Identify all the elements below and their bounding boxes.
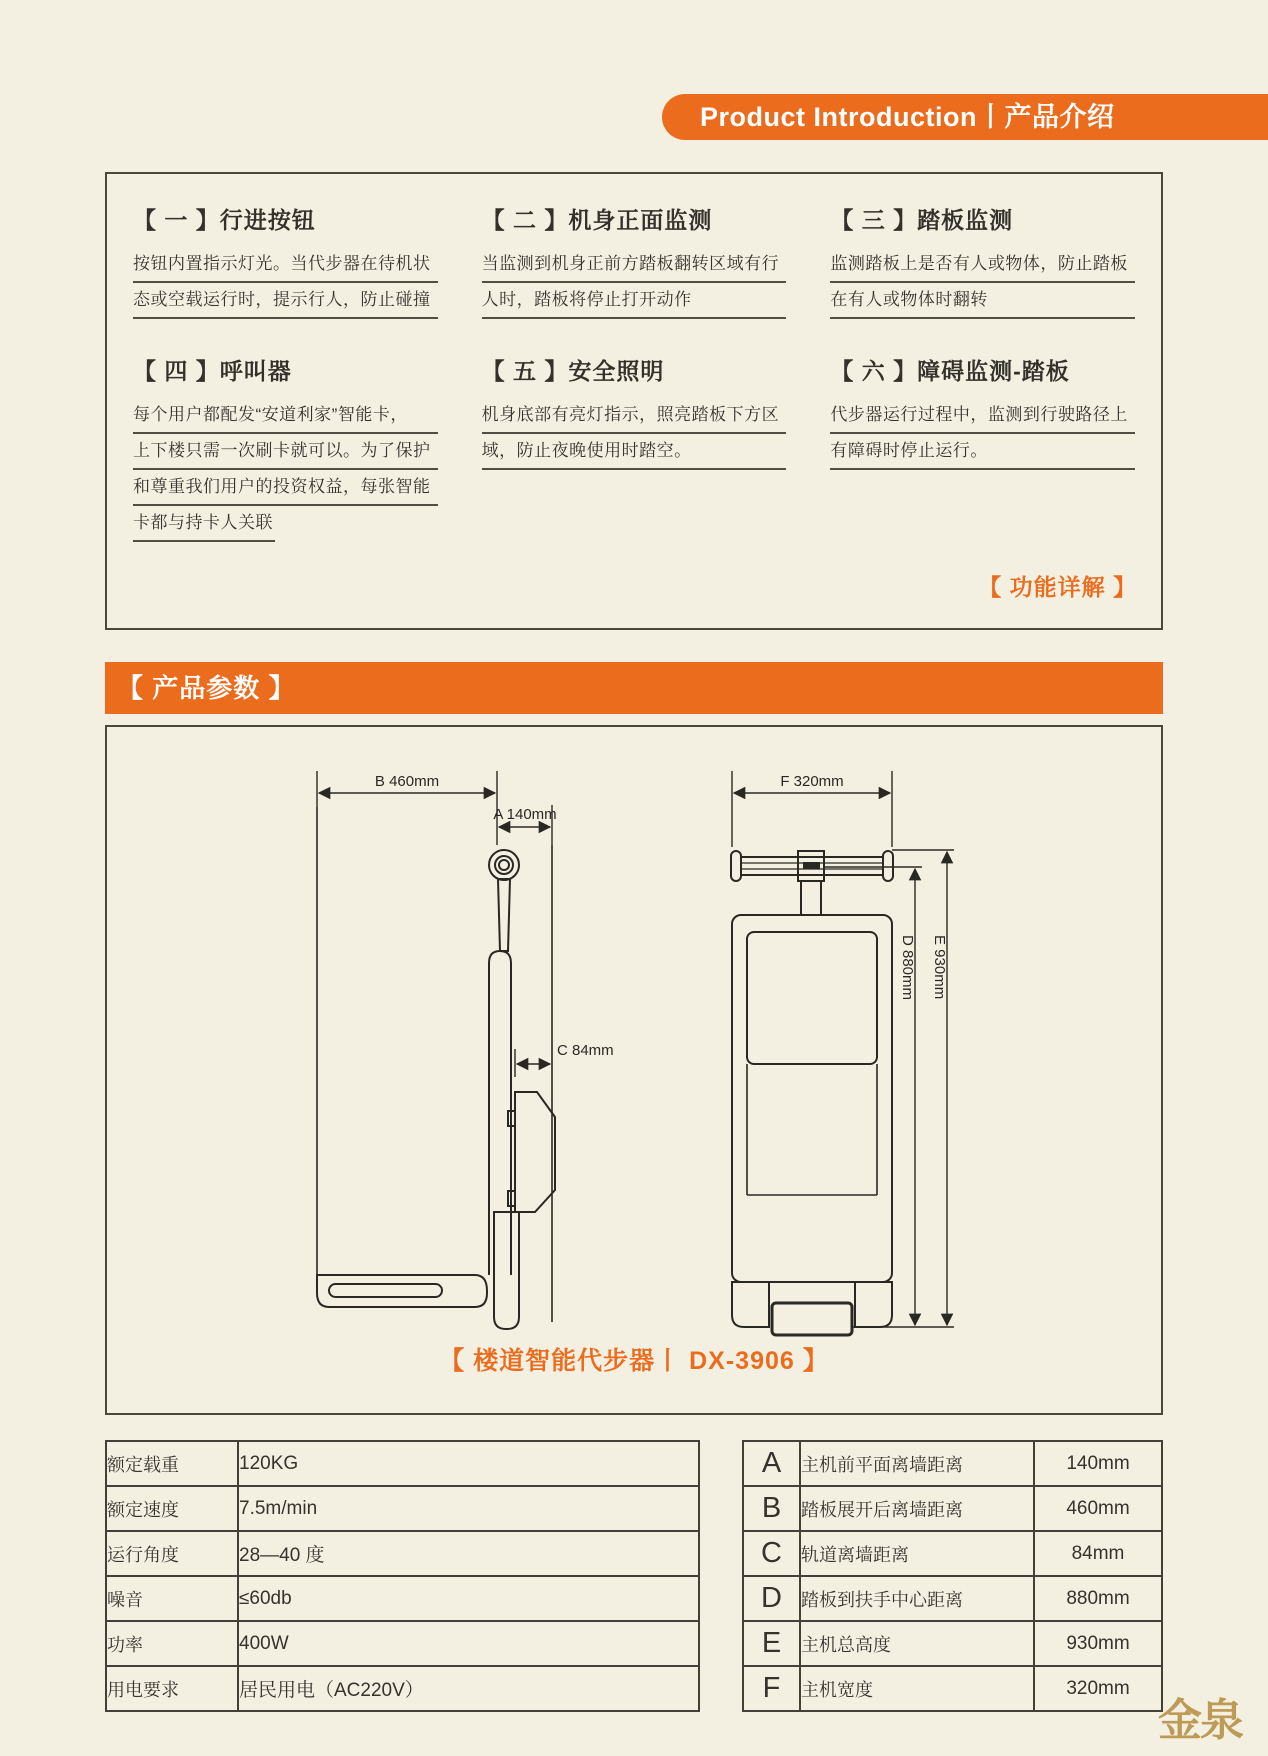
table-row [106, 1441, 699, 1486]
product-model-caption: 【 楼道智能代步器丨 DX-3906 】 [439, 1347, 829, 1375]
table-row [106, 1486, 699, 1531]
dim-value: 880mm [1034, 1576, 1162, 1621]
table-row [106, 1666, 699, 1711]
dim-value: 320mm [1034, 1666, 1162, 1711]
feature-text-line: 域，防止夜晚使用时踏空。 [482, 434, 787, 470]
parameters-box [105, 725, 1163, 1415]
feature-title: 【 一 】行进按钮 [133, 207, 316, 233]
product-dimension-diagram [247, 742, 987, 1362]
parameters-banner-label: 【 产品参数 】 [117, 673, 296, 703]
parameters-banner [105, 662, 1163, 714]
feature-text-line: 按钮内置指示灯光。当代步器在待机状 [133, 247, 438, 283]
dim-label-e: E 930mm [931, 935, 948, 1000]
dim-name: 踏板到扶手中心距离 [800, 1576, 1034, 1621]
dim-letter: C [743, 1531, 800, 1576]
dim-label-c: C 84mm [557, 1042, 614, 1059]
dim-label-a: A 140mm [493, 806, 557, 823]
spec-label: 噪音 [106, 1576, 238, 1621]
dimensions-table [742, 1440, 1163, 1712]
table-row [743, 1486, 1162, 1531]
dim-value: 460mm [1034, 1486, 1162, 1531]
table-row [743, 1666, 1162, 1711]
dim-value: 140mm [1034, 1441, 1162, 1486]
dim-letter: F [743, 1666, 800, 1711]
table-row [743, 1441, 1162, 1486]
dim-name: 主机总高度 [800, 1621, 1034, 1666]
feature-text-line: 在有人或物体时翻转 [830, 283, 1135, 319]
feature-title: 【 五 】安全照明 [481, 358, 665, 384]
feature-text-line: 代步器运行过程中，监测到行驶路径上 [830, 398, 1135, 434]
spec-label: 额定速度 [106, 1486, 238, 1531]
page-title: Product Introduction丨产品介绍 [700, 102, 1115, 132]
dim-value: 84mm [1034, 1531, 1162, 1576]
spec-value: 居民用电（AC220V） [238, 1666, 699, 1711]
feature-text-line: 和尊重我们用户的投资权益，每张智能 [133, 470, 438, 506]
table-row [743, 1576, 1162, 1621]
feature-title: 【 三 】踏板监测 [830, 207, 1014, 233]
spec-label: 运行角度 [106, 1531, 238, 1576]
dim-value: 930mm [1034, 1621, 1162, 1666]
table-row [106, 1531, 699, 1576]
feature-text-line: 上下楼只需一次刷卡就可以。为了保护 [133, 434, 438, 470]
feature-text-line: 有障碍时停止运行。 [830, 434, 1135, 470]
dim-name: 踏板展开后离墙距离 [800, 1486, 1034, 1531]
feature-section-6 [830, 353, 1135, 542]
feature-text-line: 监测踏板上是否有人或物体，防止踏板 [830, 247, 1135, 283]
spec-label: 功率 [106, 1621, 238, 1666]
page-title-banner [662, 94, 1268, 140]
feature-text-line: 卡都与持卡人关联 [133, 506, 275, 542]
feature-title: 【 二 】机身正面监测 [481, 207, 713, 233]
table-row [106, 1621, 699, 1666]
dim-letter: E [743, 1621, 800, 1666]
spec-label: 用电要求 [106, 1666, 238, 1711]
feature-section-3 [830, 202, 1135, 319]
table-row [106, 1576, 699, 1621]
spec-table [105, 1440, 700, 1712]
spec-value: 400W [238, 1621, 699, 1666]
feature-text-line: 态或空载运行时，提示行人，防止碰撞 [133, 283, 438, 319]
feature-title: 【 六 】障碍监测-踏板 [830, 358, 1070, 384]
features-box [105, 172, 1163, 630]
dim-letter: B [743, 1486, 800, 1531]
feature-title: 【 四 】呼叫器 [133, 358, 292, 384]
brand-watermark: 金泉 [1158, 1695, 1242, 1746]
dim-label-d: D 880mm [899, 935, 916, 1001]
dim-name: 主机前平面离墙距离 [800, 1441, 1034, 1486]
feature-section-4 [133, 353, 438, 542]
feature-text-line: 机身底部有亮灯指示，照亮踏板下方区 [482, 398, 787, 434]
dim-label-f: F 320mm [780, 773, 844, 790]
spec-value: 120KG [238, 1441, 699, 1486]
dim-letter: D [743, 1576, 800, 1621]
table-row [743, 1531, 1162, 1576]
spec-value: 28—40 度 [238, 1531, 699, 1576]
feature-text-line: 人时，踏板将停止打开动作 [482, 283, 787, 319]
feature-section-1 [133, 202, 438, 319]
table-row [743, 1621, 1162, 1666]
spec-value: 7.5m/min [238, 1486, 699, 1531]
feature-section-5 [482, 353, 787, 542]
feature-text-line: 每个用户都配发“安道利家”智能卡， [133, 398, 438, 434]
spec-value: ≤60db [238, 1576, 699, 1621]
feature-detail-link[interactable]: 【 功能详解 】 [978, 574, 1137, 600]
spec-label: 额定载重 [106, 1441, 238, 1486]
feature-section-2 [482, 202, 787, 319]
dim-name: 轨道离墙距离 [800, 1531, 1034, 1576]
feature-text-line: 当监测到机身正前方踏板翻转区域有行 [482, 247, 787, 283]
dim-label-b: B 460mm [374, 773, 440, 790]
dim-name: 主机宽度 [800, 1666, 1034, 1711]
dim-letter: A [743, 1441, 800, 1486]
features-grid [107, 174, 1161, 542]
